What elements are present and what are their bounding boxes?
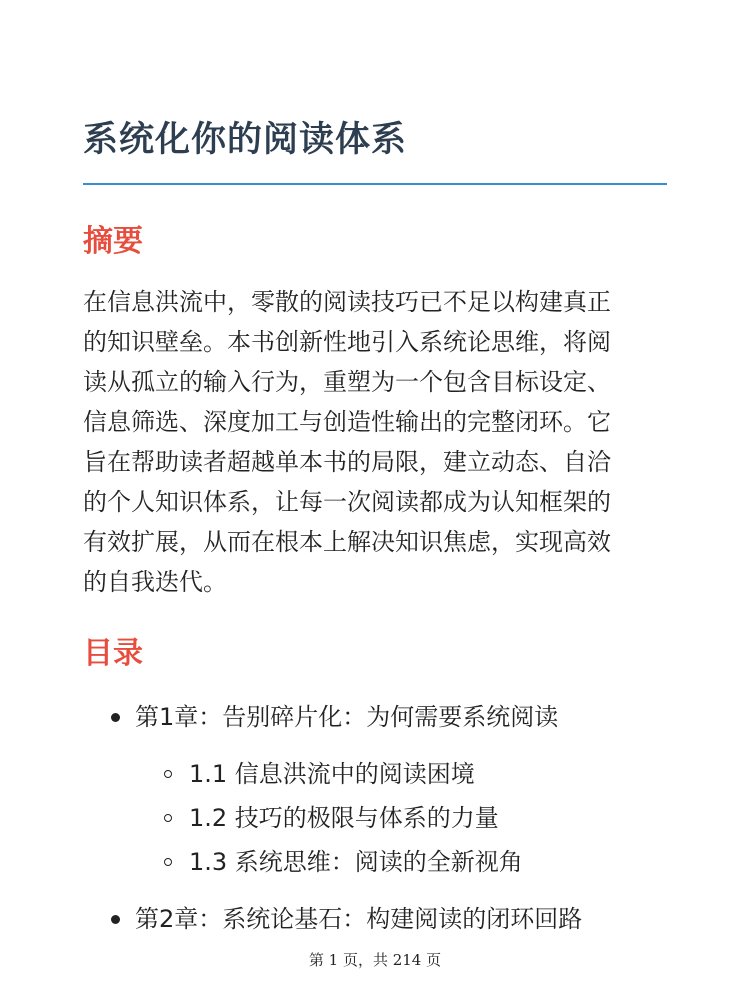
toc-chapter-2[interactable]: 第2章：系统论基石：构建阅读的闭环回路 xyxy=(135,905,583,933)
toc-section-1-3[interactable]: 1.3 系统思维：阅读的全新视角 xyxy=(189,848,523,876)
toc-section-1-2[interactable]: 1.2 技巧的极限与体系的力量 xyxy=(189,804,499,832)
page-footer: 第 1 页，共 214 页 xyxy=(308,951,442,969)
abstract-line: 的个人知识体系，让每一次阅读都成为认知框架的 xyxy=(83,488,611,516)
toc-heading: 目录 xyxy=(83,636,143,671)
bullet-disc-icon xyxy=(111,713,120,722)
title-divider xyxy=(83,183,667,185)
document-title: 系统化你的阅读体系 xyxy=(83,120,408,160)
abstract-line: 在信息洪流中，零散的阅读技巧已不足以构建真正 xyxy=(83,288,611,316)
abstract-line: 有效扩展，从而在根本上解决知识焦虑，实现高效 xyxy=(83,528,611,556)
bullet-disc-icon xyxy=(111,915,120,924)
abstract-line: 的知识壁垒。本书创新性地引入系统论思维，将阅 xyxy=(83,328,611,356)
toc-section-1-1[interactable]: 1.1 信息洪流中的阅读困境 xyxy=(189,760,475,788)
abstract-line: 信息筛选、深度加工与创造性输出的完整闭环。它 xyxy=(83,408,611,436)
abstract-heading: 摘要 xyxy=(83,224,143,259)
abstract-paragraph xyxy=(83,282,673,602)
abstract-line: 旨在帮助读者超越单本书的局限，建立动态、自洽 xyxy=(83,448,611,476)
abstract-line: 读从孤立的输入行为，重塑为一个包含目标设定、 xyxy=(83,368,611,396)
bullet-circle-icon xyxy=(164,814,172,822)
abstract-line: 的自我迭代。 xyxy=(83,568,227,596)
toc-chapter-1[interactable]: 第1章：告别碎片化：为何需要系统阅读 xyxy=(135,703,559,731)
bullet-circle-icon xyxy=(164,858,172,866)
bullet-circle-icon xyxy=(164,770,172,778)
